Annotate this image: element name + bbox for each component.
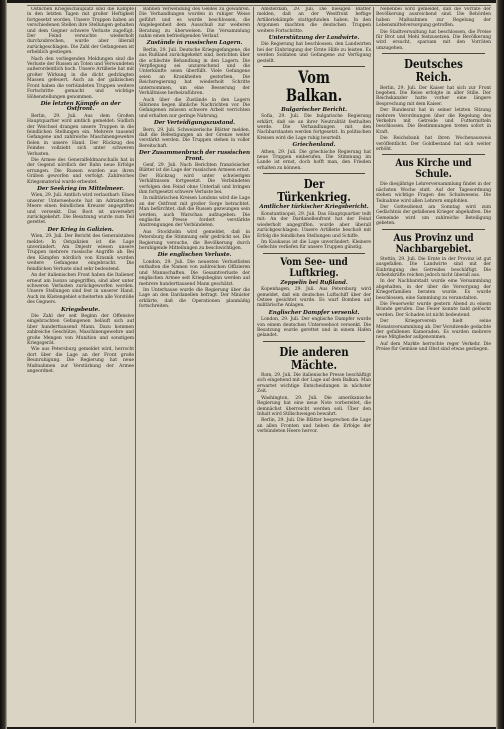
article-paragraph: Der Bundesrat hat in seiner letzten Sitzung mehrere Verordnungen über die Regelung des Verkehrs mit Getreide und Futtermitteln beschlossen. Die Bestimmungen treten sofort in Kraft.	[376, 108, 491, 135]
article-paragraph: In der Nachbarstadt wurde eine Versammlung abgehalten, in der über die Versorgung der Kriegerfamilien beraten wurde. Es wurde beschlossen, eine Sammlung zu veranstalten.	[376, 279, 491, 301]
article-subheading: Unterstützung der Landwirte.	[268, 35, 360, 42]
article-paragraph: Der Kriegerverein hielt seine Monatsversammlung ab. Der Vorsitzende gedachte der gefallenen Kameraden. Es wurden mehrere neue Mitglieder aufgenommen.	[376, 319, 491, 341]
section-headline: Die anderen Mächte.	[279, 343, 349, 372]
article-subheading: Die englischen Verluste.	[157, 252, 232, 259]
article-paragraph: In militärischen Kreisen Londons wird die Lage an der Ostfront mit großer Sorge betrachtet. Man befürchtet, daß die Russen gezwungen sein werden, auch Warschau aufzugeben. Die englische Presse fordert verstärkte Anstrengungen der Verbündeten.	[139, 196, 250, 229]
section-headline: Aus Kirche und Schule.	[395, 157, 472, 181]
article-paragraph: Im Unterhause wurde die Regierung über die Lage an den Dardanellen befragt. Der Minister erklärte, daß die Operationen planmäßig fortschreiten.	[139, 287, 250, 310]
article-paragraph: Stettin, 29. Juli. Die Ernte in der Provinz ist gut ausgefallen. Die Landwirte sind mit der Einbringung des Getreides beschäftigt. Die Arbeitskräfte reichen jedoch nicht überall aus.	[376, 256, 491, 278]
article-paragraph: Nach den vorliegenden Meldungen sind die Verluste der Russen an Toten und Verwundeten außerordentlich hoch. Unsere Artillerie hat mit großer Wirkung in die dicht gedrängten Massen gefeuert. Auch an der galizischen Front haben die verbündeten Truppen weitere Fortschritte gemacht und wichtige Höhenstellungen genommen.	[27, 56, 134, 100]
article-subheading: Englischer Dampfer versenkt.	[268, 309, 360, 316]
article-paragraph: Die Armee des Generalfeldmarschalls hat in der Gegend nördlich der Bahn neue Erfolge errungen. Die Russen wurden aus ihren Gräben geworfen und verfolgt. Zahlreiches Kriegsmaterial wurde erbeutet.	[27, 157, 134, 185]
article-paragraph: Berlin, 29. Juli. Der Kaiser hat sich zur Front begeben. Die Reise erfolgte in aller Stille. Der Reichskanzler hatte vorher eine längere Besprechung mit dem Kaiser.	[376, 85, 491, 107]
top-border-rule	[27, 5, 491, 6]
column-rule	[373, 7, 374, 723]
column-3	[257, 7, 371, 723]
column-rule	[253, 7, 254, 723]
article-paragraph: Genf, 29. Juli. Nach Berichten französischer Blätter ist die Lage der russischen Armeen ernst. Der Rückzug wird unter schwierigen Verhältnissen fortgesetzt. Die Verbündeten verfolgen den Feind ohne Unterlaß und bringen ihm fortgesetzt schwere Verluste bei.	[139, 162, 250, 195]
article-paragraph: Die Feuerwehr wurde gestern Abend zu einem Brande gerufen. Das Feuer konnte bald gelöscht werden. Der Schaden ist nicht bedeutend.	[376, 301, 491, 318]
section-headline: Deutsches Reich.	[404, 56, 463, 85]
article-paragraph: Bern, 29. Juli. Schweizerische Blätter melden, daß die Befestigungen an der Grenze weiter verstärkt werden. Die Truppen stehen in voller Bereitschaft.	[139, 127, 250, 149]
headline-rule	[263, 253, 365, 254]
article-paragraph: Athen, 29. Juli. Die griechische Regierung hat neue Truppen einberufen. Die Stimmung im Lande ist ernst, doch hofft man, den Frieden erhalten zu können.	[257, 149, 371, 171]
article-paragraph: Bahnen Verwendung des Geldes zu gewähren. Die Verhandlungen wurden in ruhiger Weise geführt und es wurde beschlossen, die Angelegenheit dem Ausschuß zur weiteren Beratung zu überweisen. Die Versammlung nahm einen befriedigenden Verlauf.	[139, 7, 250, 40]
article-paragraph: Die Zahl der seit Beginn der Offensive eingebrachten Gefangenen beläuft sich auf über hunderttausend Mann. Dazu kommen zahlreiche Geschütze, Maschinengewehre und große Mengen von Munition und sonstigem Kriegsgerät.	[27, 313, 134, 346]
column-rule	[135, 7, 136, 723]
article-paragraph: Wie aus Petersburg gemeldet wird, herrscht dort über die Lage an der Front große Beunruhigung. Die Regierung hat neue Maßnahmen zur Verstärkung der Armee angeordnet.	[27, 347, 134, 374]
article-subheading: Die letzten Kämpfe an der Ostfront.	[40, 100, 121, 113]
article-subheading: Der Verteidigungszustand.	[153, 120, 236, 127]
article-paragraph: Aus Stockholm wird gemeldet, daß in Petersburg die Stimmung sehr gedrückt sei. Die Regierung versuche, die Bevölkerung durch beruhigende Mitteilungen zu beschwichtigen.	[139, 229, 250, 252]
section-headline: Vom See- und Luftkrieg.	[280, 255, 348, 279]
article-subheading: Bulgarischer Bericht.	[281, 106, 347, 113]
article-paragraph: Im Kaukasus ist die Lage unverändert. Kleinere Gefechte verliefen für unsere Truppen günstig.	[257, 239, 371, 251]
article-subheading: Zustände in russischen Lagern.	[146, 40, 243, 47]
article-paragraph: Wien, 29. Juli. Der Bericht des Generalstabes meldet: In Ostgalizien ist die Lage unverändert. Am Dnjestr wiesen unsere Truppen mehrere russische Angriffe ab. Bei den Kämpfen nördlich von Krasnik wurden weitere Gefangene eingebracht. Die feindlichen Verluste sind sehr bedeutend.	[27, 234, 134, 272]
article-subheading: Zeppelin bei Rußland.	[280, 279, 348, 286]
scan-edge-right	[496, 0, 504, 729]
article-paragraph: Auch über die Zustände in den Lagern Sibiriens liegen ähnliche Nachrichten vor. Die Gefangenen müssen schwere Arbeit verrichten und erhalten nur geringe Nahrung.	[139, 97, 250, 119]
article-subheading: Der Seekrieg im Mittelmeer.	[37, 186, 124, 192]
article-paragraph: Sofia, 29. Juli. Die bulgarische Regierung erklärt, daß sie an ihrer Neutralität festhalten werde. Die Verhandlungen mit den Nachbarstaaten werden fortgesetzt. In politischen Kreisen wird die Lage ruhig beurteilt.	[257, 114, 371, 141]
section-headline: Der Türkenkrieg.	[277, 176, 351, 205]
article-paragraph: Die diesjährige Lehrerversammlung findet in der nächsten Woche statt. Auf der Tagesordnung stehen wichtige Fragen des Schulwesens. Die Teilnahme wird allen Lehrern empfohlen.	[376, 182, 491, 204]
article-paragraph: Berlin, 29. Juli. Die Blätter besprechen die Lage an allen Fronten und heben die Erfolge der verbündeten Heere hervor.	[257, 418, 371, 435]
article-paragraph: Amsterdam, 29. Juli. Die hiesigen Blätter melden, daß an der Westfront heftige Artilleriekämpfe stattgefunden haben. In den Argonnen machten die deutschen Truppen weitere Fortschritte.	[257, 7, 371, 34]
article-paragraph: London, 29. Juli. Der englische Dampfer wurde von einem deutschen Unterseeboot versenkt. Die Besatzung wurde gerettet und in einem Hafen gelandet.	[257, 317, 371, 339]
article-paragraph: Berlin, 29. Juli. Deutsche Kriegsgefangene, die aus Rußland zurückgekehrt sind, berichten über die schlechte Behandlung in den Lagern. Die Verpflegung sei unzureichend und die Unterkünfte seien überfüllt. Viele Gefangene seien an Krankheiten gestorben. Die Reichsregierung hat wiederholt Schritte unternommen, um eine Besserung der Verhältnisse herbeizuführen.	[139, 47, 250, 97]
scan-edge-left	[0, 0, 7, 729]
article-subheading: Der Krieg in Galizien.	[47, 226, 114, 233]
newspaper-page	[5, 3, 497, 727]
column-1	[27, 7, 134, 723]
article-paragraph: An der italienischen Front haben die Italiener erneut am Isonzo angegriffen, sind aber unter schweren Verlusten zurückgeworfen worden. Unsere Stellungen sind fest in unserer Hand. Auch im Küstengebiet scheiterten alle Vorstöße des Gegners.	[27, 273, 134, 306]
headline-rule	[263, 173, 365, 174]
column-4	[376, 7, 491, 723]
article-subheading: Der Zusammenbruch der russischen Front.	[139, 150, 250, 162]
article-paragraph: Auf dem Markte herrschte reger Verkehr. Die Preise für Gemüse und Obst sind etwas gestiegen.	[376, 341, 491, 353]
headline-rule	[263, 66, 365, 67]
article-paragraph: Kopenhagen, 29. Juli. Aus Petersburg wird gemeldet, daß ein deutsches Luftschiff über der Ostsee gesichtet wurde. Es warf Bomben auf militärische Anlagen.	[257, 287, 371, 309]
headline-rule	[263, 341, 365, 342]
article-paragraph: Der Gottesdienst am Sonntag wird zum Gedächtnis der gefallenen Krieger abgehalten. Die Gemeinde wird um zahlreiche Beteiligung gebeten.	[376, 205, 491, 227]
article-paragraph: Berlin, 29. Juli. Aus dem Großen Hauptquartier wird amtlich gemeldet: Südlich der Weichsel drangen unsere Truppen in die feindlichen Stellungen ein. Mehrere tausend Gefangene und zahlreiche Maschinengewehre fielen in unsere Hand. Der Rückzug des Feindes vollzieht sich unter schweren Verlusten.	[27, 113, 134, 157]
article-paragraph: Die Stadtverwaltung hat beschlossen, die Preise für Brot und Mehl festzusetzen. Die Bevölkerung wird ersucht, sparsam mit den Vorräten umzugehen.	[376, 29, 491, 51]
article-paragraph: Die Regierung hat beschlossen, den Landwirten bei der Einbringung der Ernte Hilfe zu leisten. Es werden Soldaten und Gefangene zur Verfügung gestellt.	[257, 42, 371, 64]
article-paragraph: Konstantinopel, 29. Juli. Das Hauptquartier teilt mit: An der Dardanellenfront hat der Feind wiederholt angegriffen, wurde aber überall zurückgeschlagen. Unsere Artillerie beschoß mit Erfolg die feindlichen Stellungen und Schiffe.	[257, 211, 371, 239]
article-paragraph: Nebenbei wird gemeldet, daß die Vorräte der Bevölkerung ausreichend sind. Die Behörden haben Maßnahmen zur Regelung der Lebensmittelversorgung getroffen.	[376, 7, 491, 29]
article-paragraph: Rom, 29. Juli. Die italienische Presse beschäftigt sich eingehend mit der Lage auf dem Balkan. Man erwartet wichtige Entscheidungen in nächster Zeit.	[257, 373, 371, 395]
article-subheading: Kriegsbeute.	[61, 306, 100, 313]
article-subheading: Griechenland.	[292, 142, 336, 149]
section-headline: Aus Provinz und Nachbargebiet.	[393, 231, 474, 255]
headline-rule	[382, 53, 485, 54]
headline-rule	[382, 154, 485, 155]
headline-rule	[382, 229, 485, 230]
article-paragraph: Die Reichsbank hat ihren Wochenausweis veröffentlicht. Der Goldbestand hat sich weiter erhöht.	[376, 136, 491, 152]
section-headline: Vom Balkan.	[285, 68, 343, 106]
column-2	[139, 7, 250, 723]
article-paragraph: Washington, 29. Juli. Die amerikanische Regierung hat eine neue Note vorbereitet, die demnächst überreicht werden soll. Über den Inhalt wird Stillschweigen bewahrt.	[257, 395, 371, 417]
article-paragraph: London, 29. Juli. Die neuesten Verlustlisten enthalten die Namen von zahlreichen Offizieren und Mannschaften. Die Gesamtverluste der englischen Armee seit Kriegsbeginn werden auf mehrere hunderttausend Mann geschätzt.	[139, 259, 250, 287]
article-subheading: Amtlicher türkischer Kriegsbericht.	[259, 204, 369, 211]
article-paragraph: Östlichen Kriegsschauplatz sind die Kämpfe in den letzten Tagen mit großer Heftigkeit fortgesetzt worden. Unsere Truppen haben an verschiedenen Stellen ihre Stellungen gehalten und dem Gegner schwere Verluste zugefügt. Der Feind versuchte wiederholt durchzubrechen, wurde aber überall zurückgeschlagen. Die Zahl der Gefangenen ist erheblich gestiegen.	[27, 7, 134, 56]
article-paragraph: Wien, 29. Juli. Amtlich wird verlautbart: Eines unserer Unterseeboote hat im Adriatischen Meere einen feindlichen Kreuzer angegriffen und versenkt. Das Boot ist unversehrt zurückgekehrt. Die Besatzung wurde zum Teil gerettet.	[27, 193, 134, 226]
